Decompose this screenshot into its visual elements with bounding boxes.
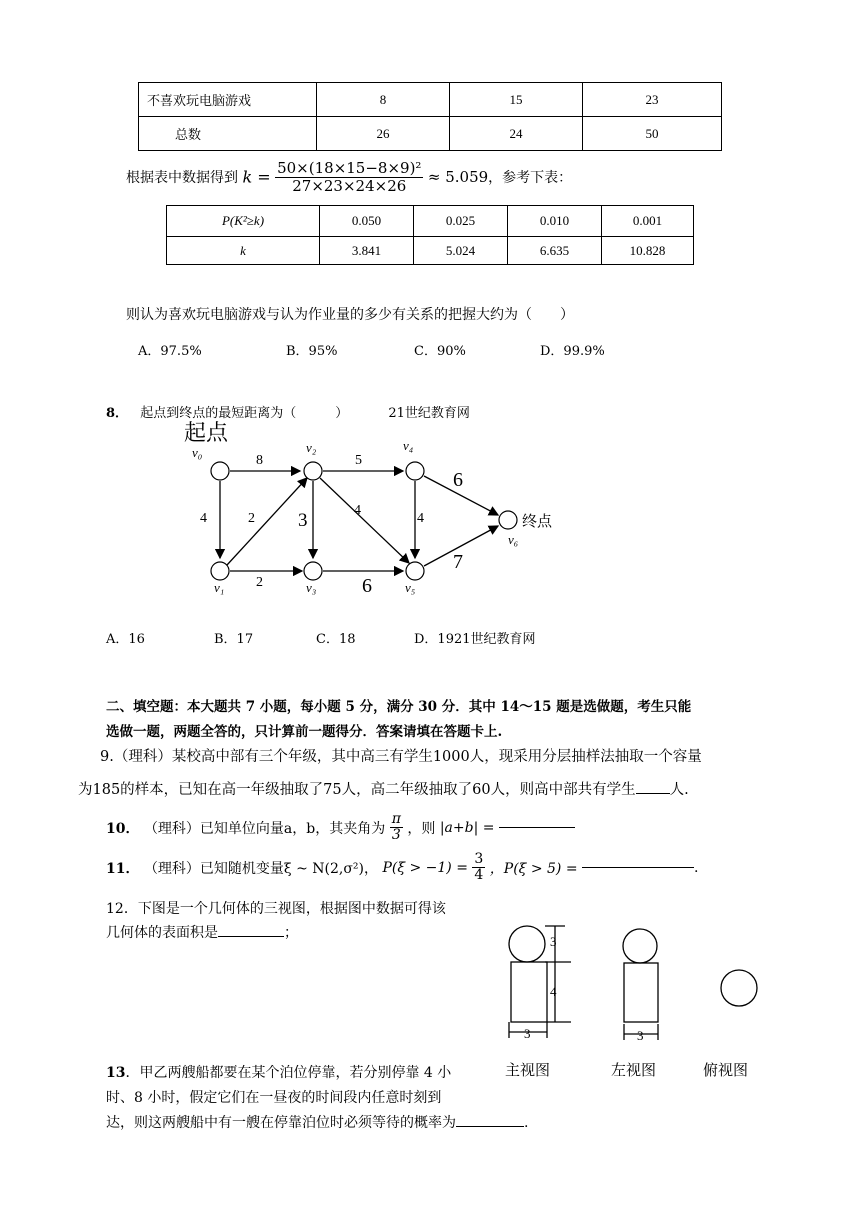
node-v5 [406, 562, 424, 580]
table-cell: 50 [583, 117, 722, 151]
q12-text: 几何体的表面积是 [106, 925, 218, 941]
weight-v0-v2: 8 [256, 453, 263, 468]
fraction-numerator: 3 [474, 851, 484, 867]
table-cell: 总数 [139, 117, 317, 151]
graph-nodes [211, 462, 517, 580]
node-label-v3: v₃ [306, 580, 317, 595]
q11-fraction [472, 852, 485, 884]
start-label: 起点 [184, 420, 229, 445]
table-cell: k [167, 237, 320, 265]
fraction-numerator: π [391, 811, 401, 827]
node-label-v0: v₀ [192, 445, 203, 460]
table-cell: 3.841 [320, 237, 414, 265]
q8-option-a: A．16 [106, 632, 145, 647]
table-row [139, 83, 722, 117]
question-text: 起点到终点的最短距离为（ ） [140, 406, 349, 421]
table-cell: 15 [450, 83, 583, 117]
q8-option-d [414, 628, 536, 647]
node-label-v1: v₁ [214, 580, 225, 595]
end-label: 终点 [522, 514, 553, 530]
side-view-cylinder [624, 963, 658, 1022]
front-dim-top: 3 [550, 934, 557, 949]
three-views-figure [495, 918, 775, 1088]
q13-text: 达，则这两艘船中有一艘在停靠泊位时必须等待的概率为 [106, 1115, 456, 1131]
top-view-circle [721, 970, 757, 1006]
q11-end: . [694, 859, 699, 876]
q10-expr: |a+b| = [439, 819, 495, 836]
weight-v5-v6: 7 [453, 551, 463, 573]
formula-numerator: 50×(18×15−8×9)² [277, 159, 422, 177]
node-label-v2: v₂ [306, 440, 317, 455]
table-cell: 0.010 [508, 206, 602, 237]
top-view-label: 俯视图 [703, 1063, 749, 1079]
table-cell: 不喜欢玩电脑游戏 [139, 83, 317, 117]
edge-v1-v2 [227, 478, 307, 565]
q11-p1: P(ξ > −1) = [382, 859, 468, 876]
question-13-line1 [106, 1062, 451, 1082]
answer-blank[interactable] [456, 1126, 524, 1127]
side-dim-width: 3 [637, 1028, 644, 1043]
node-v6 [499, 511, 517, 529]
node-label-v5: v₅ [405, 580, 416, 595]
question-12-line2 [106, 922, 298, 942]
watermark: 21世纪教育网 [388, 406, 470, 421]
q10-angle-fraction [390, 812, 403, 844]
q9-end: 人. [669, 782, 689, 798]
question-13-line2: 时、8 小时，假定它们在一昼夜的时间段内任意时刻到 [106, 1090, 442, 1106]
weight-v2-v3: 3 [298, 510, 308, 531]
side-view-label: 左视图 [611, 1063, 657, 1079]
answer-blank[interactable] [218, 936, 284, 937]
question-number: 8． [106, 406, 129, 421]
formula-k: k = [242, 167, 271, 187]
watermark: 21世纪教育网 [453, 632, 536, 647]
question-7-text: 则认为喜欢玩电脑游戏与认为作业量的多少有关系的把握大约为（ ） [126, 307, 574, 323]
question-12-line1: 12．下图是一个几何体的三视图，根据图中数据可得该 [106, 901, 446, 917]
front-view-sphere [509, 926, 545, 962]
question-9-line2 [78, 778, 689, 799]
table-cell: 24 [450, 117, 583, 151]
table-cell: P(K²≥k) [167, 206, 320, 237]
node-v4 [406, 462, 424, 480]
q10-text: （理科）已知单位向量a，b，其夹角为 [143, 820, 386, 837]
formula-prefix: 根据表中数据得到 [126, 170, 238, 186]
q12-end: ； [284, 925, 298, 941]
table-cell: 5.024 [414, 237, 508, 265]
q9-text: 为185的样本，已知在高一年级抽取了75人，高二年级抽取了60人，则高中部共有学生 [78, 782, 636, 798]
answer-blank[interactable] [636, 793, 670, 794]
q13-text: ．甲乙两艘船都要在某个泊位停靠，若分别停靠 4 小 [125, 1065, 452, 1081]
table-cell: 0.050 [320, 206, 414, 237]
formula-denominator: 27×23×24×26 [292, 176, 407, 195]
table-cell: 0.025 [414, 206, 508, 237]
front-view-cylinder [511, 962, 547, 1022]
table-row [167, 237, 694, 265]
weight-v0-v1: 4 [200, 511, 207, 526]
table-cell: 23 [583, 83, 722, 117]
table-row [139, 117, 722, 151]
front-dim-height: 4 [550, 984, 557, 999]
formula-suffix: ，参考下表： [488, 170, 573, 186]
weight-v4-v5: 4 [417, 511, 424, 526]
question-13-line3 [106, 1112, 528, 1132]
question-9-line1: 9.（理科）某校高中部有三个年级，其中高三有学生1000人，现采用分层抽样法抽取一个容量 [100, 749, 702, 765]
q13-end: . [524, 1115, 529, 1131]
weight-v3-v5: 6 [362, 575, 372, 597]
section-heading-line1: 二、填空题：本大题共 7 小题，每小题 5 分，满分 30 分．其中 14～15 题是选做题，考生只能 [106, 699, 692, 715]
q7-option-b: B．95% [286, 344, 338, 359]
table-cell: 0.001 [602, 206, 694, 237]
question-10 [106, 812, 575, 844]
shortest-path-graph [170, 412, 590, 612]
q11-text: （理科）已知随机变量ξ ~ N(2,σ²)， [143, 860, 378, 877]
fraction-denominator: 3 [391, 827, 401, 844]
node-label-v6: v₆ [508, 532, 519, 547]
weight-v4-v6: 6 [453, 469, 463, 491]
front-view-label: 主视图 [505, 1063, 551, 1079]
question-number: 11． [106, 860, 140, 877]
weight-v1-v2: 2 [248, 511, 255, 526]
table-cell: 8 [317, 83, 450, 117]
question-number: 10． [106, 820, 140, 837]
node-v0 [211, 462, 229, 480]
critical-value-table [166, 205, 694, 265]
answer-blank[interactable] [582, 867, 694, 868]
q8-option-c: C．18 [316, 632, 356, 647]
side-view-sphere [623, 929, 657, 963]
weight-v2-v5: 4 [354, 503, 361, 518]
q7-option-a: A．97.5% [138, 344, 202, 359]
node-v2 [304, 462, 322, 480]
front-dim-width: 3 [524, 1026, 531, 1041]
table-cell: 6.635 [508, 237, 602, 265]
weight-v1-v3: 2 [256, 575, 263, 590]
table-cell: 10.828 [602, 237, 694, 265]
contingency-table [138, 82, 722, 151]
section-heading-line2: 选做一题，两题全答的，只计算前一题得分．答案请填在答题卡上. [106, 724, 503, 740]
formula-fraction [275, 160, 423, 194]
edge-v2-v5 [320, 478, 409, 563]
q7-option-c: C．90% [414, 344, 466, 359]
node-v1 [211, 562, 229, 580]
option-text: D．19 [414, 632, 454, 647]
weight-v2-v4: 5 [355, 453, 362, 468]
formula-approx: ≈ 5.059 [427, 168, 489, 186]
q7-option-d: D．99.9% [540, 344, 605, 359]
table-cell: 26 [317, 117, 450, 151]
q11-p2: ，P(ξ > 5) = [489, 860, 578, 877]
q10-then: ，则 [407, 820, 436, 837]
fraction-denominator: 4 [474, 867, 484, 884]
node-label-v4: v₄ [403, 438, 414, 453]
question-number: 13 [106, 1065, 126, 1081]
question-11 [106, 852, 698, 884]
answer-blank[interactable] [499, 827, 575, 828]
node-v3 [304, 562, 322, 580]
k-formula [126, 160, 572, 194]
table-row [167, 206, 694, 237]
q8-option-b: B．17 [214, 632, 254, 647]
